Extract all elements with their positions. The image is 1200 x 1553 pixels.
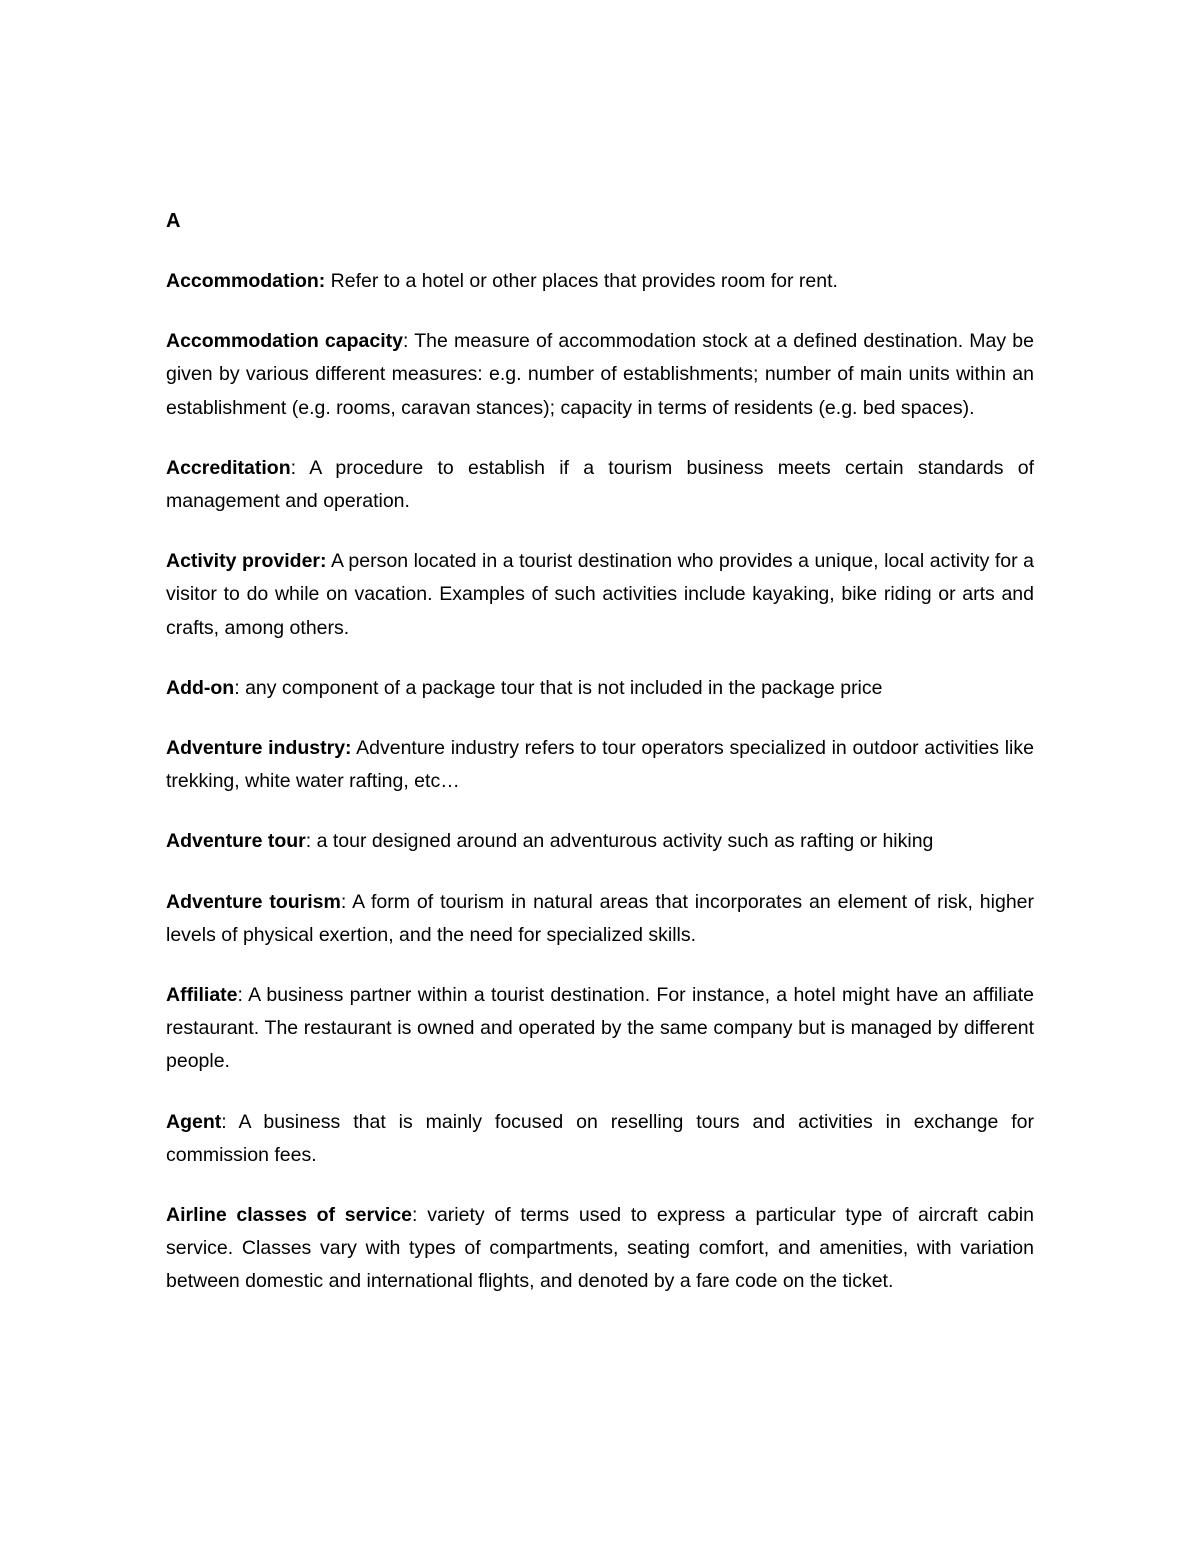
glossary-term: Activity provider: [166,550,327,573]
glossary-definition: Adventure industry refers to tour operators specialized in outdoor activities like trekking, white water rafting, etc… [166,737,1034,793]
glossary-entry-activity-provider [166,545,1034,645]
glossary-term: Accreditation [166,456,291,479]
glossary-term: Adventure industry: [166,737,352,760]
glossary-term: Accommodation capacity [166,330,403,353]
glossary-entry-agent [166,1106,1034,1172]
glossary-definition: Refer to a hotel or other places that provides room for rent. [325,270,838,292]
glossary-term: Add-on [166,676,235,699]
glossary-term: Adventure tourism [166,890,341,913]
glossary-entry-accreditation [166,452,1034,518]
glossary-definition: : The measure of accommodation stock at a defined destination. May be given by various different measures: e.g. number of establishments; number of main units within an establishment (e.g. rooms, caravan stances); capacity in terms of residents (e.g. bed spaces). [166,330,1034,419]
glossary-entry-accommodation-capacity [166,325,1034,425]
glossary-entry-adventure-industry [166,732,1034,798]
glossary-entry-add-on [166,672,1034,705]
glossary-term: Affiliate [166,984,238,1007]
glossary-entry-accommodation [166,265,1034,298]
glossary-definition: : variety of terms used to express a particular type of aircraft cabin service. Classes vary with types of compartments, seating comfort, and amenities, with variation between domestic and international flights, and denoted by a fare code on the ticket. [166,1204,1034,1293]
glossary-definition: : A procedure to establish if a tourism business meets certain standards of management and operation. [166,456,1034,513]
glossary-definition: : A business partner within a tourist destination. For instance, a hotel might have an affiliate restaurant. The restaurant is owned and operated by the same company but is managed by different people. [166,984,1034,1073]
glossary-term: Airline classes of service [166,1204,413,1227]
glossary-definition: : any component of a package tour that is not included in the package price [234,676,883,699]
glossary-definition: : A business that is mainly focused on reselling tours and activities in exchange for commission fees. [166,1110,1034,1166]
glossary-entry-affiliate [166,979,1034,1079]
glossary-entry-adventure-tourism [166,886,1034,952]
glossary-term: Accommodation: [166,270,326,292]
document-page [166,205,1034,1326]
glossary-definition: : A form of tourism in natural areas that incorporates an element of risk, higher levels of physical exertion, and the need for specialized skills. [166,890,1035,946]
glossary-entry-adventure-tour [166,825,1034,858]
glossary-entry-airline-classes-of-service [166,1199,1034,1299]
glossary-term: Adventure tour [166,830,306,853]
glossary-definition: A person located in a tourist destination who provides a unique, local activity for a visitor to do while on vacation. Examples of such activities include kayaking, bike riding or arts and crafts, among others. [166,550,1034,639]
section-letter-heading: A [166,210,181,232]
glossary-term: Agent [166,1110,222,1133]
glossary-definition: : a tour designed around an adventurous activity such as rafting or hiking [305,830,934,853]
